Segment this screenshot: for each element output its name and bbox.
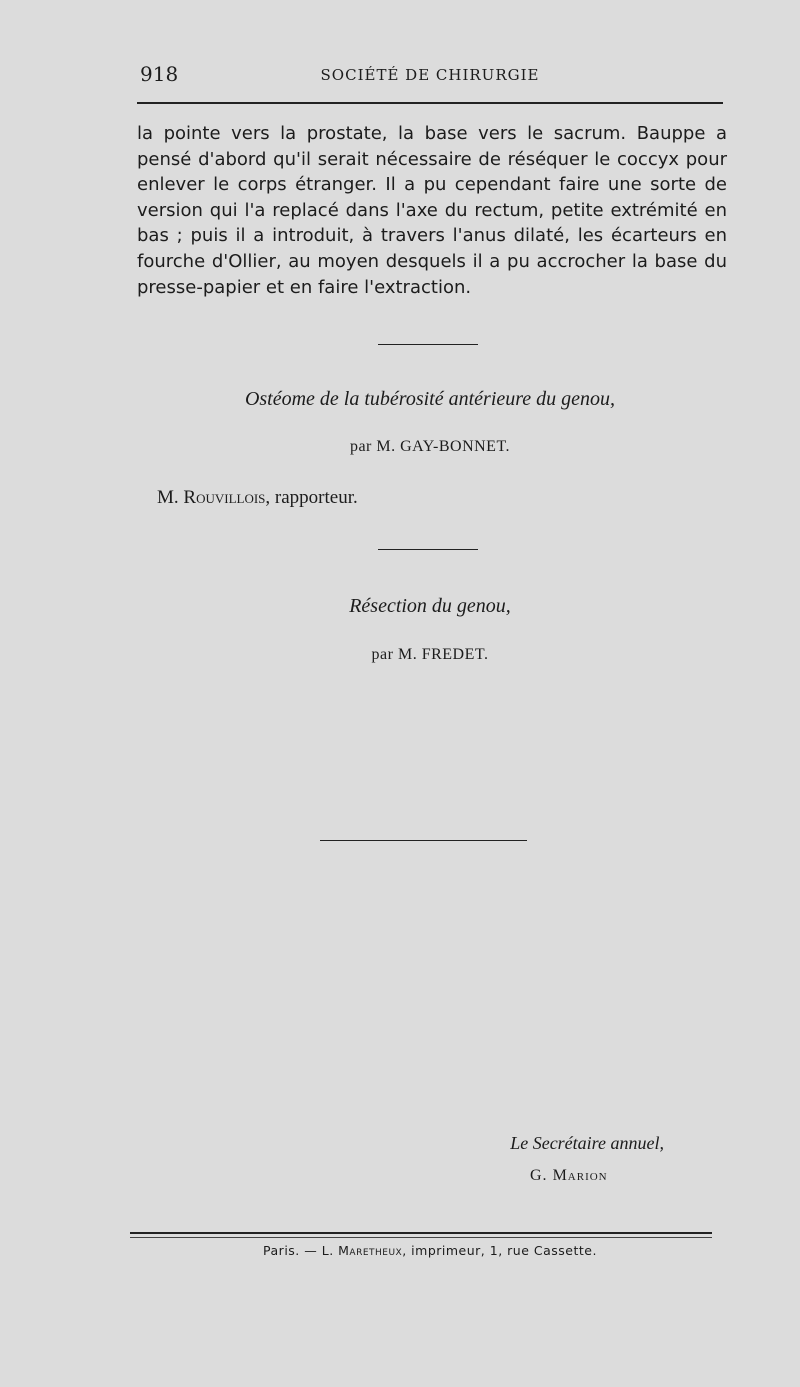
body-paragraph: la pointe vers la prostate, la base vers le sacrum. Bauppe a pensé d'abord qu'il serait nécessaire de réséquer le coccyx pour enlever le corps étranger. Il a pu cependant faire une sorte de version qui l'a replacé dans l'axe du rectum, petite extrémité en bas ; puis il a introduit, à travers l'anus dilaté, les écarteurs en fourche d'Ollier, au moyen desquels il a pu accrocher la base du presse-papier et en faire l'extraction.: [137, 123, 727, 298]
signature-name: Marion: [552, 1167, 608, 1184]
signature-role: Le Secrétaire annuel,: [510, 1133, 664, 1153]
page-number: 918: [140, 62, 179, 86]
footer-rule-thin: [130, 1237, 712, 1238]
article-author: par M. FREDET.: [371, 646, 489, 663]
end-separator: [320, 840, 527, 841]
imprint-prefix: Paris. — L.: [263, 1243, 339, 1258]
reporter-line: [157, 487, 358, 509]
printer-name: Maretheux: [338, 1243, 403, 1258]
header-rule: [137, 102, 723, 104]
article-title: Résection du genou,: [349, 595, 511, 617]
reporter-role: rapporteur.: [270, 487, 358, 508]
section-separator: [378, 549, 478, 550]
running-title: SOCIÉTÉ DE CHIRURGIE: [320, 66, 540, 84]
printer-imprint: [137, 1243, 723, 1258]
section-separator: [378, 344, 478, 345]
signature-name-line: [530, 1167, 608, 1185]
imprint-suffix: , imprimeur, 1, rue Cassette.: [402, 1243, 597, 1258]
footer-rule: [130, 1232, 712, 1234]
reporter-prefix: M.: [157, 487, 184, 508]
article-title: Ostéome de la tubérosité antérieure du genou,: [244, 388, 616, 410]
signature-initial: G.: [530, 1167, 553, 1184]
article-author: par M. GAY-BONNET.: [349, 438, 511, 455]
reporter-name: Rouvillois,: [183, 487, 271, 508]
